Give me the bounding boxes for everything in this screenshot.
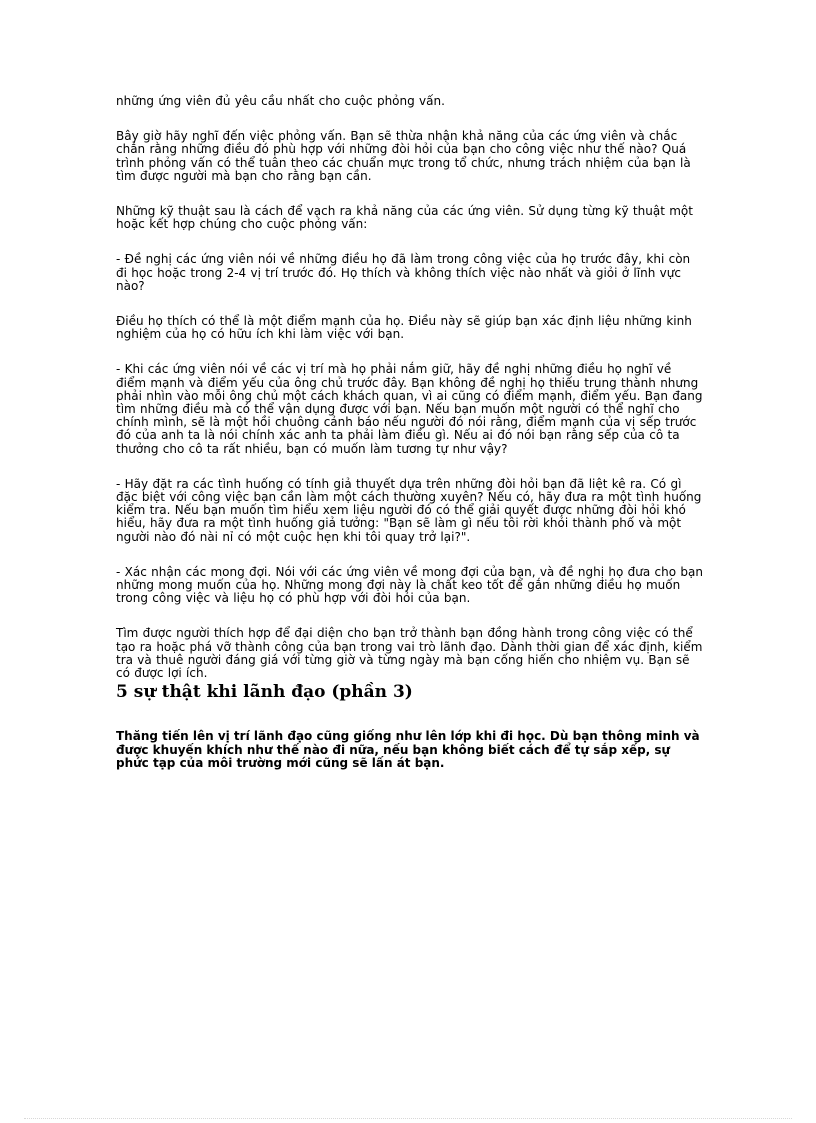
body-paragraph: - Hãy đặt ra các tình huống có tính giả thuyết dựa trên những đòi hỏi bạn đã liệt kê ra. Có gì đặc biệt với công việc bạn cần làm một cách thường xuyên? Nếu có, hãy đưa ra một tình huống kiểm tra. Nếu bạn muốn tìm hiểu xem liệu người đó có thể giải quyết được những đòi hỏi khó hiểu, hãy đưa ra một tình huống giả tưởng: "Bạn sẽ làm gì nếu tôi rời khỏi thành phố và một người nào đó nài nỉ có một cuộc hẹn khi tôi quay trở lại?".	[116, 476, 702, 544]
body-paragraph: Bây giờ hãy nghĩ đến việc phỏng vấn. Bạn sẽ thừa nhận khả năng của các ứng viên và chắc chắn rằng những điều đó phù hợp với những đòi hỏi của bạn cho công việc như thế nào? Quá trình phỏng vấn có thể tuân theo các chuẩn mực trong tổ chức, nhưng trách nhiệm của bạn là tìm được người mà bạn cho rằng bạn cần.	[116, 129, 691, 183]
lead-paragraph: Thăng tiến lên vị trí lãnh đạo cũng giống như lên lớp khi đi học. Dù bạn thông minh và được khuyến khích như thế nào đi nữa, nếu bạn không biết cách để tự sắp xếp, sự phức tạp của môi trường mới cũng sẽ lấn át bạn.	[116, 729, 700, 771]
body-paragraph: Điều họ thích có thể là một điểm mạnh của họ. Điều này sẽ giúp bạn xác định liệu những kinh nghiệm của họ có hữu ích khi làm việc với bạn.	[116, 314, 692, 342]
body-paragraph: những ứng viên đủ yêu cầu nhất cho cuộc phỏng vấn.	[116, 94, 445, 108]
body-paragraph: - Khi các ứng viên nói về các vị trí mà họ phải nắm giữ, hãy đề nghị những điều họ nghĩ về điểm mạnh và điểm yếu của ông chủ trước đây. Bạn không đề nghị họ thiếu trung thành nhưng phải nhìn vào mỗi ông chủ một cách khách quan, vì ai cũng có điểm mạnh, điểm yếu. Bạn đang tìm những điều mà có thể vận dụng được với bạn. Nếu bạn muốn một người có thể nghĩ cho chính mình, sẽ là một hồi chuông cảnh báo nếu người đó nói rằng, điểm mạnh của vị sếp trước đó của anh ta là nói chính xác anh ta phải làm điều gì. Nếu ai đó nói bạn rằng sếp của cô ta thưởng cho cô ta rất nhiều, bạn có muốn làm tương tự như vậy?	[116, 362, 703, 456]
body-paragraph: - Đề nghị các ứng viên nói về những điều họ đã làm trong công việc của họ trước đây, khi còn đi học hoặc trong 2-4 vị trí trước đó. Họ thích và không thích việc nào nhất và giỏi ở lĩnh vực nào?	[116, 252, 691, 293]
body-paragraph: - Xác nhận các mong đợi. Nói với các ứng viên về mong đợi của bạn, và đề nghị họ đưa cho bạn những mong muốn của họ. Những mong đợi này là chất keo tốt để gắn những điều họ muốn trong công việc và liệu họ có phù hợp với đòi hỏi của bạn.	[116, 564, 703, 606]
page-bottom-divider	[24, 1118, 792, 1119]
body-paragraph: Tìm được người thích hợp để đại diện cho bạn trở thành bạn đồng hành trong công việc có thể tạo ra hoặc phá vỡ thành công của bạn trong vai trò lãnh đạo. Dành thời gian để xác định, kiểm tra và thuê người đáng giá với từng giờ và từng ngày mà bạn cống hiến cho nhiệm vụ. Bạn sẽ có được lợi ích.	[116, 626, 703, 681]
document-page	[116, 95, 704, 771]
article-heading: 5 sự thật khi lãnh đạo (phần 3)	[116, 682, 413, 703]
body-paragraph: Những kỹ thuật sau là cách để vạch ra khả năng của các ứng viên. Sử dụng từng kỹ thuật một hoặc kết hợp chúng cho cuộc phỏng vấn:	[116, 204, 693, 232]
